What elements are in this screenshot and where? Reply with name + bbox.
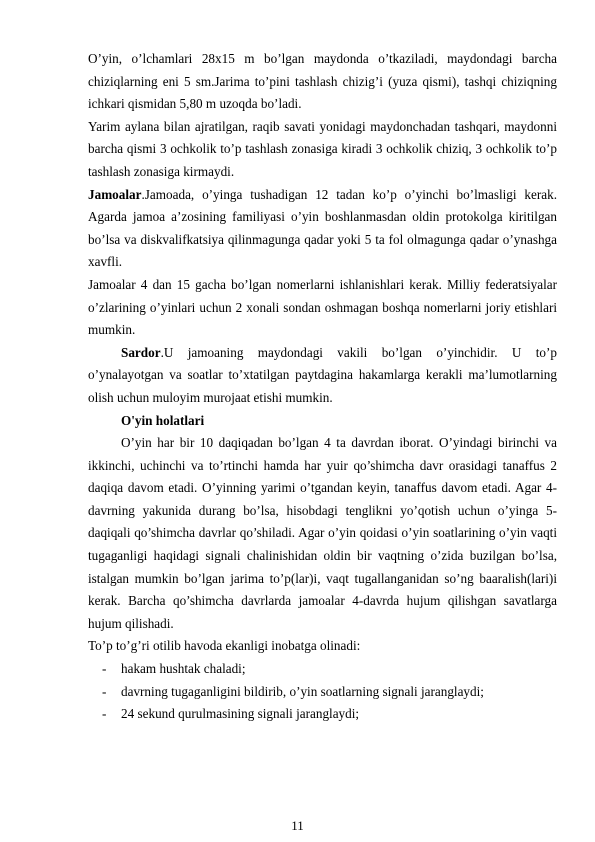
term-teams: Jamoalar [88, 186, 142, 202]
paragraph-game-periods: O’yin har bir 10 daqiqadan bo’lgan 4 ta davrdan iborat. O’yindagi birinchi va ikkinchi, uchinchi va to’rtinchi hamda har yuir qo’shimcha davr orasidagi tanaffus 2 daqiqa davom etadi. O’yinning yarimi o’tgandan keyin, tanaffus davom etadi. Agar 4-davrning yakunida durang bo’lsa, hisobdagi tenglikni yo’qotish uchun o’yinga 5-daqiqali qo’shimcha davrlar qo’shiladi. Agar o’yin qoidasi o’yin soatlarining o’yin vaqti tugaganligi haqidagi signali chalinishidan oldin bir vaqtning o’zida buzilgan bo’lsa, istalgan mumkin bo’lgan jarima to’p(lar)i, vaqt tugallanganidan so’ng baaralish(lari)i kerak. Barcha qo’shimcha davrlarda jamoalar 4-davrda hujum qilishgan savatlarga hujum qilishadi. [88, 435, 557, 631]
list-item-text: 24 sekund qurulmasining signali jaranglaydi; [121, 706, 360, 722]
teams-text: .Jamoada, o’yinga tushadigan 12 tadan ko’p o’yinchi bo’lmasligi kerak. Agarda jamoa a’zosining familiyasi o’yin boshlanmasdan oldin protokolga kiritilgan bo’lsa va diskvalifkatsiya qilinmagunga qadar yoki 5 ta fol olmagunga qadar o’ynashga xavfli. [88, 186, 557, 270]
paragraph-numbers: Jamoalar 4 dan 15 gacha bo’lgan nomerlarni ishlanishlari kerak. Milliy federatsiyalar o’zlarining o’yinlari uchun 2 xonali sondan oshmagan boshqa nomerlarni joriy etishlari mumkin. [88, 276, 557, 338]
paragraph-ball-in-air: To’p to’g’ri otilib havoda ekanligi inobatga olinadi: [88, 638, 361, 654]
term-captain: Sardor [121, 344, 161, 360]
list-item-text: davrning tugaganligini bildirib, o’yin soatlarning signali jaranglaydi; [121, 683, 484, 699]
paragraph-three-point-zone: Yarim aylana bilan ajratilgan, raqib savati yonidagi maydonchadan tashqari, maydonni barcha qismi 3 ochkolik to’p tashlash zonasiga kiradi 3 ochkolik chiziq, 3 ochkolik to’p tashlash zonasiga kirmaydi. [88, 118, 557, 179]
list-dash: - [102, 706, 107, 722]
section-heading: O'yin holatlari [121, 412, 205, 428]
document-page [88, 48, 557, 726]
list-item [88, 703, 557, 726]
captain-text: .U jamoaning maydondagi vakili bo’lgan o’yinchidir. U to’p o’ynalayotgan va soatlar to’xtatilgan paytdagina hakamlarga kerakli ma’lumotlarning olish uchun muloyim murojaat etishi mumkin. [88, 344, 557, 405]
page-number: 11 [291, 818, 304, 833]
list-item-text: hakam hushtak chaladi; [121, 661, 246, 677]
list-item [88, 658, 557, 681]
paragraph-field-size: O’yin, o’lchamlari 28x15 m bo’lgan maydonda o’tkaziladi, maydondagi barcha chiziqlarning eni 5 sm.Jarima to’pini tashlash chizig’i (yuza qismi), tashqi chiziqning ichkari qismidan 5,80 m uzoqda bo’ladi. [88, 51, 557, 112]
conditions-list [88, 658, 557, 726]
paragraph-captain [88, 342, 557, 410]
list-item [88, 681, 557, 704]
paragraph-teams [88, 184, 557, 274]
list-dash: - [102, 661, 107, 677]
list-dash: - [102, 683, 107, 699]
